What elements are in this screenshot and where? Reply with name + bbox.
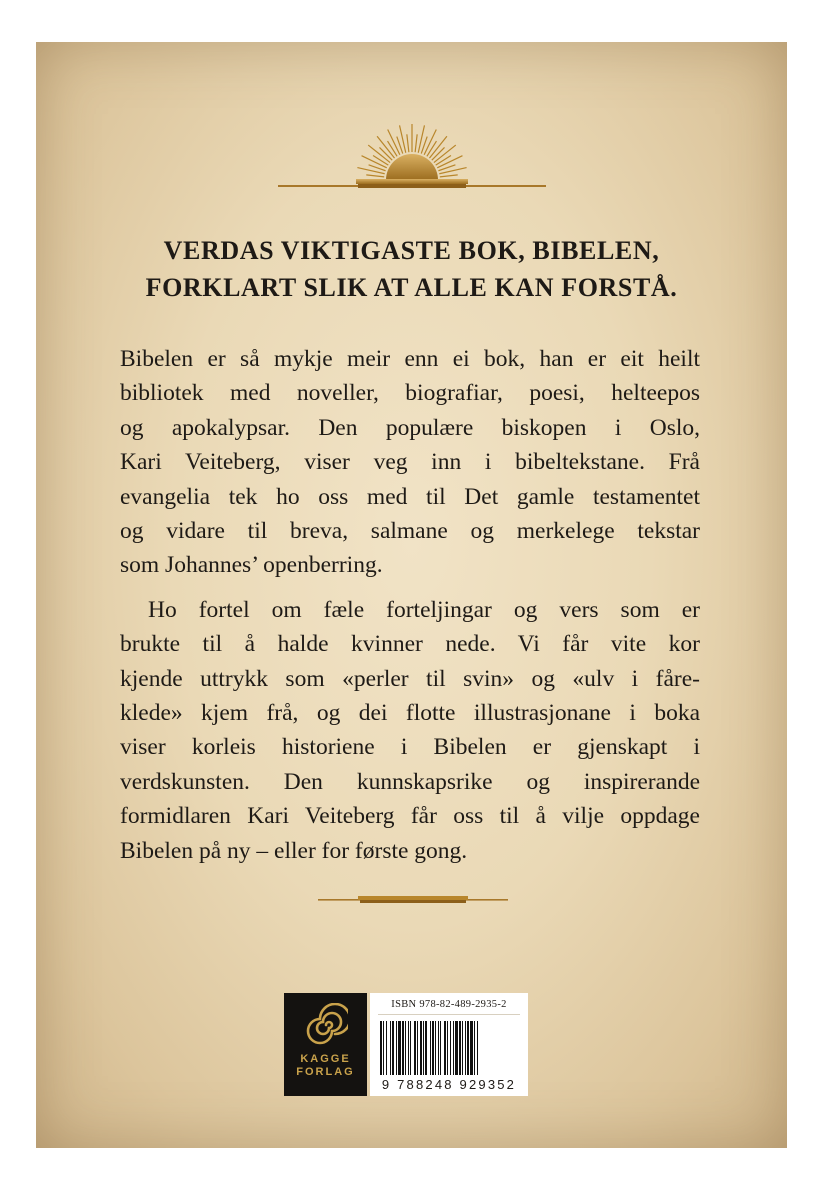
publisher-name-line-1: KAGGE xyxy=(300,1053,351,1065)
spiral-icon xyxy=(304,1003,348,1047)
barcode-bar xyxy=(440,1021,441,1075)
barcode-bar xyxy=(398,1021,401,1075)
barcode-bar xyxy=(430,1021,431,1075)
sun-ray xyxy=(407,134,409,152)
barcode-bar xyxy=(465,1021,466,1075)
publisher-name-line-2: FORLAG xyxy=(296,1066,355,1078)
barcode-bar xyxy=(459,1021,461,1075)
blurb-line: Ho fortel om fæle forteljingar og vers som er xyxy=(148,596,700,623)
blurb-paragraph-1 xyxy=(120,342,700,583)
barcode-bar xyxy=(386,1021,387,1075)
headline-line-1: VERDAS VIKTIGASTE BOK, BIBELEN, xyxy=(163,236,660,265)
barcode-bars xyxy=(378,1021,520,1075)
blurb-line: som Johannes’ openberring. xyxy=(120,552,383,579)
barcode-bar xyxy=(438,1021,439,1075)
barcode-bar xyxy=(435,1021,436,1075)
barcode-bar xyxy=(474,1021,475,1075)
barcode-bar xyxy=(467,1021,469,1075)
sun-ray xyxy=(366,175,384,177)
blurb-line: viser korleis historiene i Bibelen er gjenskapt i xyxy=(120,734,700,761)
barcode-bar xyxy=(453,1021,454,1075)
blurb-line: Kari Veiteberg, viser veg inn i bibeltekstane. Frå xyxy=(120,449,700,476)
blurb-line: formidlaren Kari Veiteberg får oss til å vilje oppdage xyxy=(120,803,700,830)
headline xyxy=(36,232,787,306)
sun-ray xyxy=(427,141,437,156)
blurb-line: evangelia tek ho oss med til Det gamle testamentet xyxy=(120,483,700,510)
barcode-bar xyxy=(417,1021,418,1075)
sun-ray xyxy=(388,141,398,156)
blurb-line: kjende uttrykk som «perler til svin» og «ulv i fåre- xyxy=(120,665,700,692)
blurb-line: og apokalypsar. Den populære biskopen i Oslo, xyxy=(120,414,700,441)
book-back-cover xyxy=(36,42,787,1148)
headline-line-2: FORKLART SLIK AT ALLE KAN FORSTÅ. xyxy=(145,273,678,302)
barcode-bar xyxy=(405,1021,406,1075)
barcode-bar xyxy=(462,1021,463,1075)
blurb-line: verdskunsten. Den kunnskapsrike og inspirerande xyxy=(120,768,700,795)
barcode-bar xyxy=(420,1021,422,1075)
sun-ray xyxy=(432,147,445,160)
barcode-bar xyxy=(477,1021,478,1075)
barcode-bar xyxy=(380,1021,382,1075)
sun-ray xyxy=(415,134,417,152)
publisher-logo xyxy=(284,993,367,1096)
closing-book-ornament-icon xyxy=(318,894,508,906)
barcode-bar xyxy=(455,1021,458,1075)
sun-ray xyxy=(373,156,388,166)
blurb-line: brukte til å halde kvinner nede. Vi får vite kor xyxy=(120,631,700,658)
barcode-bar xyxy=(402,1021,404,1075)
barcode-bar xyxy=(444,1021,446,1075)
isbn-barcode xyxy=(370,993,528,1096)
blurb-line: og vidare til breva, salmane og merkelege tekstar xyxy=(120,518,700,545)
barcode-bar xyxy=(396,1021,397,1075)
blurb-line: klede» kjem frå, og dei flotte illustrasjonane i boka xyxy=(120,700,700,727)
blurb xyxy=(120,342,700,868)
sun-ray xyxy=(436,156,451,166)
barcode-bar xyxy=(423,1021,424,1075)
isbn-label: ISBN 978-82-489-2935-2 xyxy=(378,999,520,1015)
barcode-bar xyxy=(392,1021,394,1075)
barcode-bar xyxy=(410,1021,411,1075)
barcode-bar xyxy=(408,1021,409,1075)
sun-ray xyxy=(379,147,392,160)
blurb-line: bibliotek med noveller, biografiar, poesi, helteepos xyxy=(120,380,700,407)
barcode-bar xyxy=(390,1021,391,1075)
barcode-bar xyxy=(425,1021,427,1075)
barcode-bar xyxy=(470,1021,473,1075)
barcode-digits: 9 788248 929352 xyxy=(381,1077,517,1092)
sunrise-book-emblem-icon xyxy=(278,122,546,192)
barcode-bar xyxy=(450,1021,451,1075)
blurb-line: Bibelen på ny – eller for første gong. xyxy=(120,837,468,864)
barcode-bar xyxy=(447,1021,448,1075)
blurb-line: Bibelen er så mykje meir enn ei bok, han er eit heilt xyxy=(120,346,700,372)
sun-ray xyxy=(440,175,458,177)
barcode-bar xyxy=(414,1021,416,1075)
blurb-paragraph-2 xyxy=(120,593,700,868)
barcode-bar xyxy=(432,1021,434,1075)
barcode-bar xyxy=(383,1021,384,1075)
